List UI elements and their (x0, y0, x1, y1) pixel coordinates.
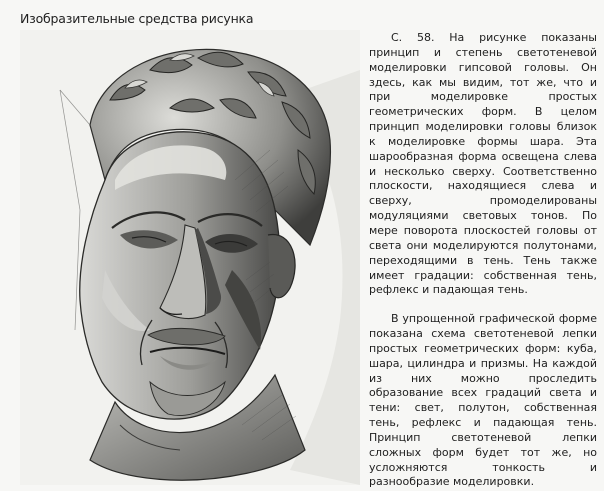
paragraph-1: С. 58. На рисунке показаны принцип и степень светотеневой моделировки гипсовой головы. Он здесь, как мы видим, тот же, что и при моделировке простых геометрических форм. В целом принцип моделировки головы близок к моделировке формы шара. Эта шарообразная форма освещена слева и несколько сверху. Соответственно плоскости, находящиеся слева и сверху, промоделированы модуляциями световых тонов. По мере поворота плоскостей головы от света они моделируются полутонами, переходящими в тень. Тень также имеет градации: собственная тень, рефлекс и падающая тень. (369, 31, 597, 297)
plaster-head-drawing (20, 30, 360, 485)
running-title: Изобразительные средства рисунка (20, 11, 254, 26)
description-column (369, 31, 597, 490)
paragraph-2: В упрощенной графической форме показана схема светотеневой лепки простых геометрических форм: куба, шара, цилиндра и призмы. На каждой из них можно проследить образование всех градаций света и тени: свет, полутон, собственная тень, рефлекс и падающая тень. Принцип светотеневой лепки сложных форм будет тот же, но усложняются тонкость и разнообразие моделировки. (369, 312, 597, 489)
